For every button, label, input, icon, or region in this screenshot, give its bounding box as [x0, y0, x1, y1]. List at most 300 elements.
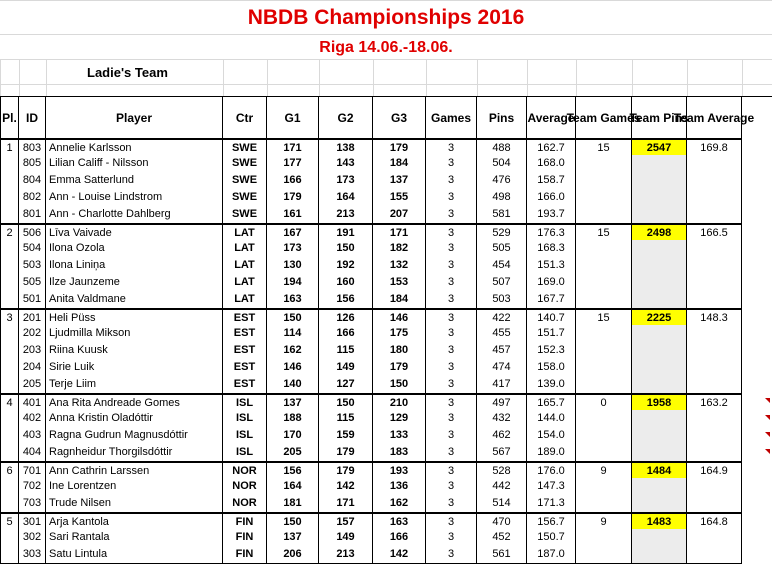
cell-g2[interactable]: 191 — [319, 223, 373, 240]
cell-ctr[interactable]: ISL — [223, 427, 267, 444]
cell-team-games[interactable] — [576, 155, 632, 172]
cell-g2[interactable]: 115 — [319, 342, 373, 359]
cell-id[interactable]: 703 — [19, 495, 46, 512]
cell-average[interactable]: 144.0 — [527, 410, 576, 427]
cell-ctr[interactable]: FIN — [223, 529, 267, 546]
comment-indicator-icon[interactable] — [765, 398, 770, 403]
cell-team-pins[interactable] — [632, 155, 687, 172]
cell-id[interactable]: 301 — [19, 512, 46, 529]
cell-team-average[interactable] — [687, 444, 742, 461]
cell-team-pins[interactable] — [632, 478, 687, 495]
cell-pins[interactable]: 457 — [477, 342, 527, 359]
cell-player[interactable]: Lilian Califf - Nilsson — [46, 155, 223, 172]
cell-place[interactable] — [0, 427, 19, 444]
cell-ctr[interactable]: SWE — [223, 172, 267, 189]
cell-place[interactable] — [0, 206, 19, 223]
cell-g3[interactable]: 163 — [373, 512, 426, 529]
cell-g2[interactable]: 127 — [319, 376, 373, 393]
cell-team-average[interactable] — [687, 495, 742, 512]
cell-pins[interactable]: 504 — [477, 155, 527, 172]
comment-indicator-icon[interactable] — [765, 415, 770, 420]
cell-average[interactable]: 189.0 — [527, 444, 576, 461]
cell-g2[interactable]: 173 — [319, 172, 373, 189]
cell-player[interactable]: Ana Rita Andreade Gomes — [46, 393, 223, 410]
cell-average[interactable]: 169.0 — [527, 274, 576, 291]
cell-g1[interactable]: 167 — [267, 223, 319, 240]
cell-g1[interactable]: 156 — [267, 461, 319, 478]
cell-average[interactable]: 166.0 — [527, 189, 576, 206]
cell-g1[interactable]: 150 — [267, 308, 319, 325]
cell-average[interactable]: 193.7 — [527, 206, 576, 223]
cell-games[interactable]: 3 — [426, 546, 477, 563]
cell-g2[interactable]: 157 — [319, 512, 373, 529]
cell-g2[interactable]: 150 — [319, 393, 373, 410]
cell-average[interactable]: 158.7 — [527, 172, 576, 189]
cell-g3[interactable]: 180 — [373, 342, 426, 359]
cell-average[interactable]: 165.7 — [527, 393, 576, 410]
cell-average[interactable]: 167.7 — [527, 291, 576, 308]
cell-ctr[interactable]: NOR — [223, 495, 267, 512]
cell-games[interactable]: 3 — [426, 342, 477, 359]
cell-pins[interactable]: 528 — [477, 461, 527, 478]
cell-average[interactable]: 147.3 — [527, 478, 576, 495]
cell-team-pins[interactable] — [632, 495, 687, 512]
cell-id[interactable]: 702 — [19, 478, 46, 495]
cell-average[interactable]: 151.7 — [527, 325, 576, 342]
cell-g2[interactable]: 150 — [319, 240, 373, 257]
cell-id[interactable]: 204 — [19, 359, 46, 376]
cell-player[interactable]: Anita Valdmane — [46, 291, 223, 308]
cell-ctr[interactable]: EST — [223, 308, 267, 325]
cell-player[interactable]: Sirie Luik — [46, 359, 223, 376]
cell-g1[interactable]: 205 — [267, 444, 319, 461]
cell-g3[interactable]: 153 — [373, 274, 426, 291]
cell-pins[interactable]: 432 — [477, 410, 527, 427]
cell-average[interactable]: 156.7 — [527, 512, 576, 529]
cell-g2[interactable]: 156 — [319, 291, 373, 308]
cell-pins[interactable]: 507 — [477, 274, 527, 291]
cell-player[interactable]: Ragna Gudrun Magnusdóttir — [46, 427, 223, 444]
cell-player[interactable]: Ann - Louise Lindstrom — [46, 189, 223, 206]
cell-g1[interactable]: 137 — [267, 393, 319, 410]
cell-team-pins[interactable] — [632, 529, 687, 546]
cell-ctr[interactable]: ISL — [223, 410, 267, 427]
cell-id[interactable]: 804 — [19, 172, 46, 189]
cell-team-pins[interactable]: 1483 — [632, 512, 687, 529]
cell-g1[interactable]: 130 — [267, 257, 319, 274]
cell-team-pins[interactable] — [632, 257, 687, 274]
cell-g2[interactable]: 164 — [319, 189, 373, 206]
cell-games[interactable]: 3 — [426, 274, 477, 291]
cell-team-pins[interactable] — [632, 172, 687, 189]
cell-team-pins[interactable] — [632, 206, 687, 223]
cell-team-average[interactable] — [687, 155, 742, 172]
cell-pins[interactable]: 567 — [477, 444, 527, 461]
cell-ctr[interactable]: NOR — [223, 478, 267, 495]
cell-g3[interactable]: 179 — [373, 138, 426, 155]
cell-g1[interactable]: 173 — [267, 240, 319, 257]
cell-ctr[interactable]: SWE — [223, 138, 267, 155]
cell-ctr[interactable]: EST — [223, 359, 267, 376]
cell-team-games[interactable] — [576, 257, 632, 274]
cell-team-average[interactable] — [687, 376, 742, 393]
cell-average[interactable]: 154.0 — [527, 427, 576, 444]
cell-g3[interactable]: 129 — [373, 410, 426, 427]
cell-team-games[interactable]: 15 — [576, 223, 632, 240]
cell-games[interactable]: 3 — [426, 138, 477, 155]
cell-team-games[interactable] — [576, 359, 632, 376]
cell-g1[interactable]: 140 — [267, 376, 319, 393]
cell-place[interactable] — [0, 478, 19, 495]
cell-pins[interactable]: 455 — [477, 325, 527, 342]
cell-player[interactable]: Ilze Jaunzeme — [46, 274, 223, 291]
cell-place[interactable] — [0, 240, 19, 257]
cell-games[interactable]: 3 — [426, 512, 477, 529]
cell-average[interactable]: 162.7 — [527, 138, 576, 155]
cell-place[interactable] — [0, 155, 19, 172]
cell-team-pins[interactable] — [632, 274, 687, 291]
cell-player[interactable]: Anna Kristin Oladóttir — [46, 410, 223, 427]
cell-games[interactable]: 3 — [426, 410, 477, 427]
cell-pins[interactable]: 561 — [477, 546, 527, 563]
cell-place[interactable] — [0, 359, 19, 376]
cell-player[interactable]: Ann Cathrin Larssen — [46, 461, 223, 478]
cell-g3[interactable]: 132 — [373, 257, 426, 274]
comment-indicator-icon[interactable] — [765, 432, 770, 437]
cell-team-pins[interactable]: 1484 — [632, 461, 687, 478]
cell-games[interactable]: 3 — [426, 461, 477, 478]
cell-id[interactable]: 501 — [19, 291, 46, 308]
cell-team-average[interactable]: 164.9 — [687, 461, 742, 478]
cell-team-pins[interactable]: 2225 — [632, 308, 687, 325]
cell-team-pins[interactable] — [632, 359, 687, 376]
cell-player[interactable]: Annelie Karlsson — [46, 138, 223, 155]
cell-team-average[interactable] — [687, 274, 742, 291]
cell-games[interactable]: 3 — [426, 240, 477, 257]
cell-average[interactable]: 176.3 — [527, 223, 576, 240]
cell-games[interactable]: 3 — [426, 495, 477, 512]
cell-average[interactable]: 140.7 — [527, 308, 576, 325]
cell-g3[interactable]: 179 — [373, 359, 426, 376]
cell-games[interactable]: 3 — [426, 189, 477, 206]
cell-games[interactable]: 3 — [426, 325, 477, 342]
cell-pins[interactable]: 462 — [477, 427, 527, 444]
cell-id[interactable]: 802 — [19, 189, 46, 206]
cell-team-pins[interactable] — [632, 410, 687, 427]
cell-player[interactable]: Trude Nilsen — [46, 495, 223, 512]
cell-ctr[interactable]: LAT — [223, 291, 267, 308]
cell-g2[interactable]: 159 — [319, 427, 373, 444]
cell-team-pins[interactable] — [632, 427, 687, 444]
cell-player[interactable]: Līva Vaivade — [46, 223, 223, 240]
cell-team-games[interactable]: 9 — [576, 461, 632, 478]
cell-g3[interactable]: 193 — [373, 461, 426, 478]
cell-id[interactable]: 202 — [19, 325, 46, 342]
cell-team-games[interactable] — [576, 546, 632, 563]
cell-games[interactable]: 3 — [426, 478, 477, 495]
cell-place[interactable] — [0, 529, 19, 546]
cell-games[interactable]: 3 — [426, 223, 477, 240]
cell-team-average[interactable] — [687, 240, 742, 257]
cell-pins[interactable]: 488 — [477, 138, 527, 155]
cell-games[interactable]: 3 — [426, 155, 477, 172]
cell-player[interactable]: Terje Liim — [46, 376, 223, 393]
cell-place[interactable] — [0, 291, 19, 308]
cell-g2[interactable]: 179 — [319, 444, 373, 461]
cell-team-games[interactable] — [576, 206, 632, 223]
cell-ctr[interactable]: LAT — [223, 274, 267, 291]
cell-ctr[interactable]: LAT — [223, 257, 267, 274]
cell-g2[interactable]: 213 — [319, 206, 373, 223]
cell-g1[interactable]: 194 — [267, 274, 319, 291]
cell-pins[interactable]: 422 — [477, 308, 527, 325]
cell-ctr[interactable]: LAT — [223, 223, 267, 240]
cell-place[interactable] — [0, 274, 19, 291]
cell-team-average[interactable] — [687, 427, 742, 444]
cell-team-games[interactable]: 9 — [576, 512, 632, 529]
cell-team-average[interactable] — [687, 359, 742, 376]
cell-games[interactable]: 3 — [426, 359, 477, 376]
cell-g3[interactable]: 166 — [373, 529, 426, 546]
cell-average[interactable]: 150.7 — [527, 529, 576, 546]
cell-games[interactable]: 3 — [426, 376, 477, 393]
cell-g2[interactable]: 192 — [319, 257, 373, 274]
cell-place[interactable] — [0, 546, 19, 563]
cell-id[interactable]: 302 — [19, 529, 46, 546]
cell-team-average[interactable] — [687, 325, 742, 342]
cell-team-games[interactable] — [576, 376, 632, 393]
cell-g3[interactable]: 136 — [373, 478, 426, 495]
cell-pins[interactable]: 442 — [477, 478, 527, 495]
cell-games[interactable]: 3 — [426, 257, 477, 274]
cell-games[interactable]: 3 — [426, 444, 477, 461]
cell-g2[interactable]: 115 — [319, 410, 373, 427]
cell-g3[interactable]: 182 — [373, 240, 426, 257]
cell-average[interactable]: 168.0 — [527, 155, 576, 172]
cell-g3[interactable]: 175 — [373, 325, 426, 342]
cell-g2[interactable]: 143 — [319, 155, 373, 172]
cell-g1[interactable]: 166 — [267, 172, 319, 189]
cell-player[interactable]: Ilona Ozola — [46, 240, 223, 257]
cell-g1[interactable]: 206 — [267, 546, 319, 563]
cell-g1[interactable]: 177 — [267, 155, 319, 172]
cell-place[interactable]: 3 — [0, 308, 19, 325]
cell-team-pins[interactable] — [632, 546, 687, 563]
cell-team-average[interactable]: 164.8 — [687, 512, 742, 529]
cell-g3[interactable]: 207 — [373, 206, 426, 223]
cell-pins[interactable]: 581 — [477, 206, 527, 223]
cell-pins[interactable]: 454 — [477, 257, 527, 274]
cell-place[interactable] — [0, 172, 19, 189]
cell-team-average[interactable]: 169.8 — [687, 138, 742, 155]
cell-team-games[interactable] — [576, 495, 632, 512]
cell-g2[interactable]: 213 — [319, 546, 373, 563]
cell-ctr[interactable]: ISL — [223, 393, 267, 410]
cell-average[interactable]: 158.0 — [527, 359, 576, 376]
cell-g2[interactable]: 166 — [319, 325, 373, 342]
cell-player[interactable]: Emma Satterlund — [46, 172, 223, 189]
cell-place[interactable] — [0, 444, 19, 461]
cell-pins[interactable]: 529 — [477, 223, 527, 240]
cell-id[interactable]: 303 — [19, 546, 46, 563]
cell-team-average[interactable] — [687, 291, 742, 308]
cell-team-average[interactable]: 163.2 — [687, 393, 742, 410]
cell-g2[interactable]: 149 — [319, 359, 373, 376]
cell-average[interactable]: 171.3 — [527, 495, 576, 512]
cell-ctr[interactable]: EST — [223, 342, 267, 359]
cell-id[interactable]: 203 — [19, 342, 46, 359]
cell-games[interactable]: 3 — [426, 427, 477, 444]
cell-team-games[interactable] — [576, 342, 632, 359]
cell-pins[interactable]: 474 — [477, 359, 527, 376]
cell-g1[interactable]: 146 — [267, 359, 319, 376]
cell-id[interactable]: 401 — [19, 393, 46, 410]
cell-id[interactable]: 205 — [19, 376, 46, 393]
cell-g1[interactable]: 150 — [267, 512, 319, 529]
cell-g3[interactable]: 133 — [373, 427, 426, 444]
cell-team-average[interactable] — [687, 546, 742, 563]
cell-team-games[interactable]: 0 — [576, 393, 632, 410]
cell-pins[interactable]: 417 — [477, 376, 527, 393]
cell-player[interactable]: Ljudmilla Mikson — [46, 325, 223, 342]
cell-place[interactable] — [0, 257, 19, 274]
cell-team-pins[interactable] — [632, 342, 687, 359]
cell-average[interactable]: 152.3 — [527, 342, 576, 359]
cell-g1[interactable]: 188 — [267, 410, 319, 427]
cell-team-pins[interactable] — [632, 189, 687, 206]
cell-player[interactable]: Ine Lorentzen — [46, 478, 223, 495]
cell-team-average[interactable] — [687, 257, 742, 274]
cell-average[interactable]: 151.3 — [527, 257, 576, 274]
cell-place[interactable] — [0, 376, 19, 393]
cell-id[interactable]: 404 — [19, 444, 46, 461]
cell-team-games[interactable] — [576, 410, 632, 427]
cell-g1[interactable]: 163 — [267, 291, 319, 308]
cell-place[interactable] — [0, 189, 19, 206]
cell-g3[interactable]: 184 — [373, 155, 426, 172]
cell-g2[interactable]: 126 — [319, 308, 373, 325]
cell-g1[interactable]: 114 — [267, 325, 319, 342]
cell-id[interactable]: 503 — [19, 257, 46, 274]
cell-g3[interactable]: 171 — [373, 223, 426, 240]
cell-ctr[interactable]: FIN — [223, 546, 267, 563]
cell-ctr[interactable]: EST — [223, 325, 267, 342]
cell-ctr[interactable]: LAT — [223, 240, 267, 257]
cell-place[interactable]: 2 — [0, 223, 19, 240]
cell-id[interactable]: 505 — [19, 274, 46, 291]
cell-g2[interactable]: 149 — [319, 529, 373, 546]
cell-team-average[interactable] — [687, 189, 742, 206]
cell-g3[interactable]: 150 — [373, 376, 426, 393]
cell-g3[interactable]: 142 — [373, 546, 426, 563]
cell-team-pins[interactable] — [632, 444, 687, 461]
cell-games[interactable]: 3 — [426, 291, 477, 308]
cell-player[interactable]: Heli Püss — [46, 308, 223, 325]
cell-games[interactable]: 3 — [426, 393, 477, 410]
cell-games[interactable]: 3 — [426, 529, 477, 546]
cell-g3[interactable]: 184 — [373, 291, 426, 308]
cell-team-games[interactable] — [576, 189, 632, 206]
cell-g3[interactable]: 137 — [373, 172, 426, 189]
cell-team-average[interactable] — [687, 206, 742, 223]
cell-g1[interactable]: 162 — [267, 342, 319, 359]
cell-ctr[interactable]: ISL — [223, 444, 267, 461]
cell-team-pins[interactable] — [632, 240, 687, 257]
cell-g2[interactable]: 138 — [319, 138, 373, 155]
cell-team-average[interactable] — [687, 172, 742, 189]
cell-place[interactable] — [0, 495, 19, 512]
cell-team-pins[interactable]: 1958 — [632, 393, 687, 410]
cell-g1[interactable]: 137 — [267, 529, 319, 546]
cell-place[interactable] — [0, 410, 19, 427]
cell-pins[interactable]: 470 — [477, 512, 527, 529]
cell-place[interactable]: 5 — [0, 512, 19, 529]
cell-player[interactable]: Riina Kuusk — [46, 342, 223, 359]
cell-player[interactable]: Ilona Liniņa — [46, 257, 223, 274]
cell-g1[interactable]: 179 — [267, 189, 319, 206]
cell-team-games[interactable] — [576, 478, 632, 495]
cell-team-pins[interactable] — [632, 291, 687, 308]
cell-id[interactable]: 801 — [19, 206, 46, 223]
cell-g1[interactable]: 170 — [267, 427, 319, 444]
cell-player[interactable]: Sari Rantala — [46, 529, 223, 546]
cell-average[interactable]: 139.0 — [527, 376, 576, 393]
cell-pins[interactable]: 503 — [477, 291, 527, 308]
cell-team-games[interactable] — [576, 240, 632, 257]
cell-g3[interactable]: 146 — [373, 308, 426, 325]
cell-games[interactable]: 3 — [426, 308, 477, 325]
cell-pins[interactable]: 505 — [477, 240, 527, 257]
cell-place[interactable]: 1 — [0, 138, 19, 155]
cell-player[interactable]: Satu Lintula — [46, 546, 223, 563]
cell-pins[interactable]: 452 — [477, 529, 527, 546]
cell-player[interactable]: Ragnheidur Thorgilsdóttir — [46, 444, 223, 461]
cell-player[interactable]: Ann - Charlotte Dahlberg — [46, 206, 223, 223]
cell-g2[interactable]: 171 — [319, 495, 373, 512]
cell-id[interactable]: 402 — [19, 410, 46, 427]
cell-pins[interactable]: 497 — [477, 393, 527, 410]
cell-place[interactable] — [0, 342, 19, 359]
cell-average[interactable]: 168.3 — [527, 240, 576, 257]
cell-team-games[interactable] — [576, 325, 632, 342]
cell-team-games[interactable] — [576, 172, 632, 189]
cell-team-average[interactable] — [687, 342, 742, 359]
cell-g2[interactable]: 142 — [319, 478, 373, 495]
cell-id[interactable]: 201 — [19, 308, 46, 325]
cell-g1[interactable]: 181 — [267, 495, 319, 512]
cell-place[interactable] — [0, 325, 19, 342]
cell-team-average[interactable] — [687, 410, 742, 427]
comment-indicator-icon[interactable] — [765, 449, 770, 454]
cell-g3[interactable]: 210 — [373, 393, 426, 410]
cell-team-games[interactable] — [576, 529, 632, 546]
cell-team-games[interactable] — [576, 427, 632, 444]
cell-ctr[interactable]: SWE — [223, 155, 267, 172]
cell-g2[interactable]: 160 — [319, 274, 373, 291]
cell-team-average[interactable] — [687, 478, 742, 495]
cell-g2[interactable]: 179 — [319, 461, 373, 478]
cell-team-pins[interactable]: 2498 — [632, 223, 687, 240]
cell-team-pins[interactable] — [632, 325, 687, 342]
cell-player[interactable]: Arja Kantola — [46, 512, 223, 529]
cell-g3[interactable]: 162 — [373, 495, 426, 512]
cell-g1[interactable]: 161 — [267, 206, 319, 223]
cell-g3[interactable]: 155 — [373, 189, 426, 206]
cell-team-average[interactable] — [687, 529, 742, 546]
cell-g1[interactable]: 164 — [267, 478, 319, 495]
cell-team-average[interactable]: 148.3 — [687, 308, 742, 325]
cell-id[interactable]: 403 — [19, 427, 46, 444]
